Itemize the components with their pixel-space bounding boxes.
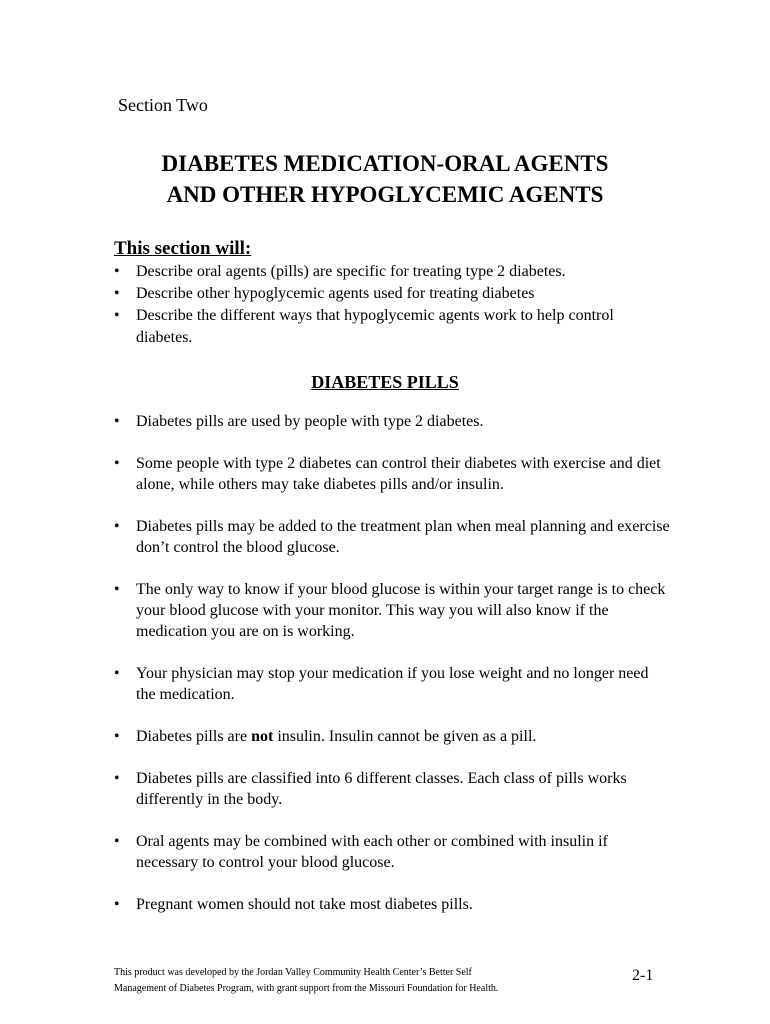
bullet-icon: • [114, 263, 120, 280]
intro-list [114, 261, 674, 349]
list-item [114, 305, 674, 349]
list-item-text: The only way to know if your blood glucose is within your target range is to check your blood glucose with your monitor. This way you will also know if the medication you are on is working. [136, 581, 666, 640]
list-item [114, 411, 670, 432]
list-item-text: Describe the different ways that hypoglycemic agents work to help control diabetes. [136, 307, 614, 346]
list-item-text: Oral agents may be combined with each other or combined with insulin if necessary to control your blood glucose. [136, 833, 608, 871]
pills-list [114, 411, 670, 936]
list-item [114, 831, 670, 873]
list-item [114, 516, 670, 558]
list-item [114, 579, 670, 642]
page-title [0, 148, 770, 210]
list-item-text: Describe oral agents (pills) are specific for treating type 2 diabetes. [136, 263, 566, 280]
page-title-line-2: AND OTHER HYPOGLYCEMIC AGENTS [166, 182, 604, 207]
bullet-icon: • [114, 896, 120, 913]
bullet-icon: • [114, 307, 120, 324]
bullet-icon: • [114, 728, 120, 745]
footer-note [114, 965, 614, 997]
list-item-text: Diabetes pills are classified into 6 different classes. Each class of pills works differently in the body. [136, 770, 627, 808]
list-item-text-after: insulin. Insulin cannot be given as a pill. [273, 728, 537, 745]
list-item-text-before: Diabetes pills are [136, 728, 252, 745]
bullet-icon: • [114, 455, 120, 472]
bullet-icon: • [114, 285, 120, 302]
bullet-icon: • [114, 413, 120, 430]
list-item [114, 283, 674, 305]
bullet-icon: • [114, 581, 120, 598]
bullet-icon: • [114, 770, 120, 787]
bullet-icon: • [114, 665, 120, 682]
list-item-text: Diabetes pills are used by people with type 2 diabetes. [136, 413, 484, 430]
bullet-icon: • [114, 518, 120, 535]
list-item-text: Diabetes pills may be added to the treatment plan when meal planning and exercise don’t control the blood glucose. [136, 518, 670, 556]
footer-line-1: This product was developed by the Jordan Valley Community Health Center’s Better Self [114, 967, 472, 978]
list-item [114, 453, 670, 495]
list-item [114, 768, 670, 810]
list-item [114, 894, 670, 915]
list-item-text: Some people with type 2 diabetes can control their diabetes with exercise and diet alone, while others may take diabetes pills and/or insulin. [136, 455, 661, 493]
list-item-text: Pregnant women should not take most diabetes pills. [136, 896, 473, 913]
section-heading: DIABETES PILLS [311, 372, 459, 392]
footer-line-2: Management of Diabetes Program, with grant support from the Missouri Foundation for Health. [114, 983, 499, 994]
emphasis-not: not [251, 728, 274, 745]
list-item [114, 663, 670, 705]
list-item-text: Describe other hypoglycemic agents used for treating diabetes [136, 285, 535, 302]
list-item [114, 261, 674, 283]
bullet-icon: • [114, 833, 120, 850]
list-item-text: Your physician may stop your medication if you lose weight and no longer need the medication. [136, 665, 649, 703]
page-title-line-1: DIABETES MEDICATION-ORAL AGENTS [161, 151, 609, 176]
list-item-text [136, 728, 536, 745]
intro-heading: This section will: [114, 238, 252, 259]
list-item [114, 726, 670, 747]
page-number: 2-1 [632, 967, 654, 984]
section-label: Section Two [118, 95, 208, 115]
